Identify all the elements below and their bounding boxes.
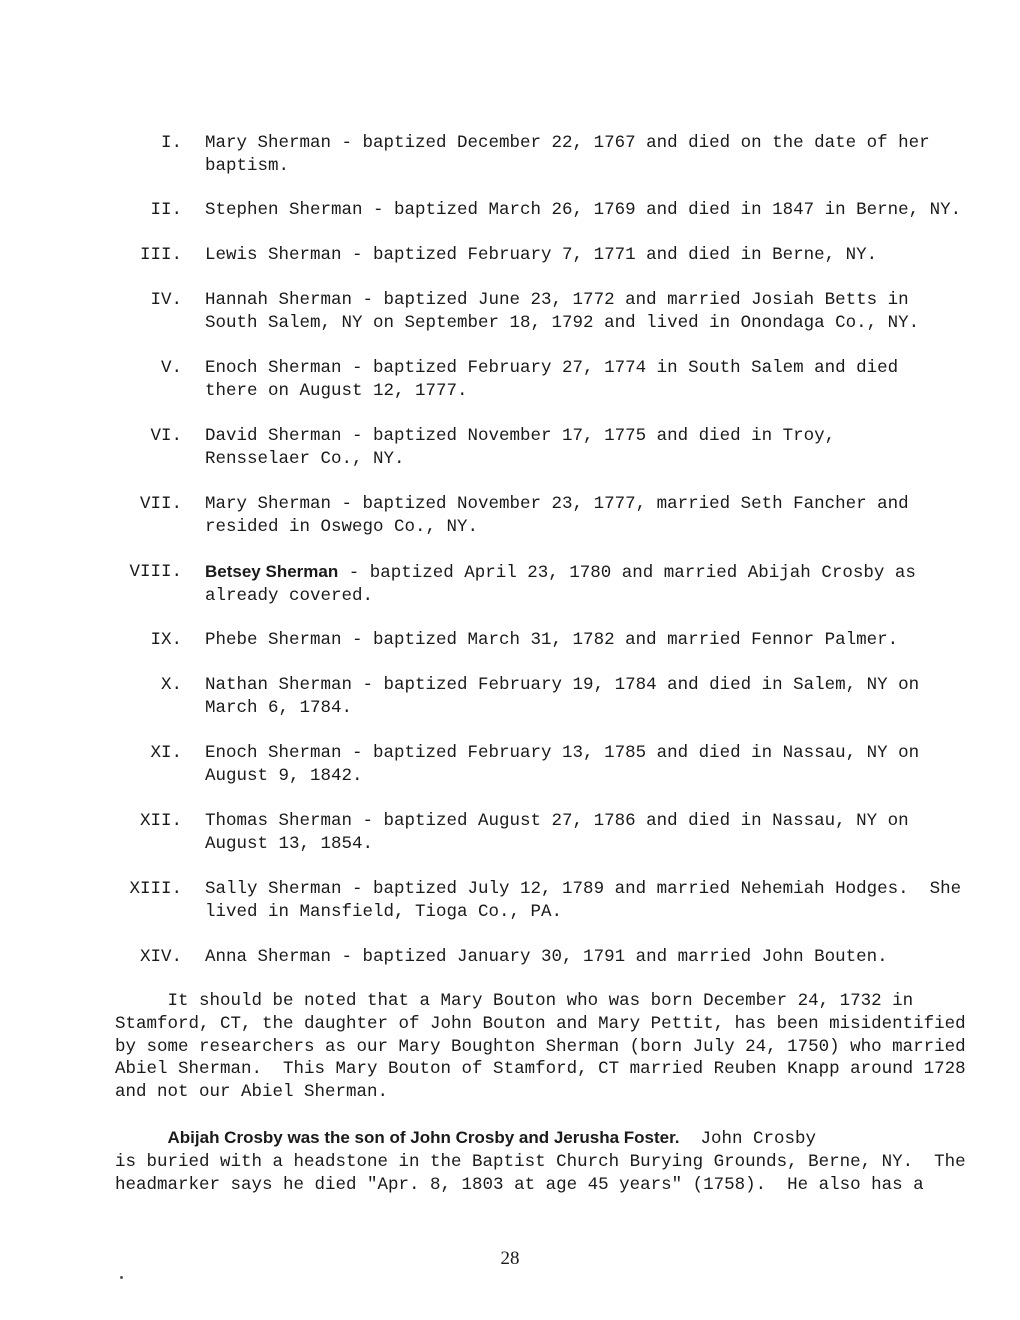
- entry-line: August 9, 1842.: [205, 765, 363, 786]
- roman-numeral: IV.: [150, 290, 182, 310]
- entry-line: Thomas Sherman - baptized August 27, 1786 and died in Nassau, NY on: [205, 811, 909, 831]
- entry-line: Mary Sherman - baptized December 22, 1767 and died on the date of her: [205, 133, 930, 153]
- entry-line: Rensselaer Co., NY.: [205, 448, 405, 469]
- paragraph-line: is buried with a headstone in the Baptist Church Burying Grounds, Berne, NY. The: [115, 1151, 966, 1172]
- paragraph-indent: [115, 1129, 168, 1149]
- entry-line: already covered.: [205, 585, 374, 606]
- entry-line: Anna Sherman - baptized January 30, 1791 and married John Bouten.: [205, 947, 888, 967]
- entry-text: [205, 132, 945, 177]
- roman-numeral: VI.: [150, 426, 182, 446]
- entry-line: lived in Mansfield, Tioga Co., PA.: [205, 901, 563, 922]
- paragraph-line: Stamford, CT, the daughter of John Bouton and Mary Pettit, has been misidentified: [115, 1013, 966, 1034]
- entry-line: Sally Sherman - baptized July 12, 1789 and married Nehemiah Hodges. She: [205, 879, 962, 899]
- entry-line: Phebe Sherman - baptized March 31, 1782 and married Fennor Palmer.: [205, 630, 899, 650]
- entry-line: Nathan Sherman - baptized February 19, 1784 and died in Salem, NY on: [205, 675, 920, 695]
- page-number: 28: [500, 1248, 520, 1269]
- entry-text: [205, 878, 962, 923]
- entry-text: [205, 199, 962, 222]
- entry-text: [205, 244, 945, 267]
- entry-line: there on August 12, 1777.: [205, 380, 468, 401]
- entry-line: Mary Sherman - baptized November 23, 1777, married Seth Fancher and: [205, 494, 909, 514]
- scan-speck: [120, 1276, 123, 1279]
- roman-numeral: XIII.: [129, 879, 182, 899]
- roman-numeral: XIV.: [139, 947, 182, 967]
- entry-line: resided in Oswego Co., NY.: [205, 516, 479, 537]
- paragraph-line: It should be noted that a Mary Bouton who was born December 24, 1732 in: [115, 991, 914, 1011]
- entry-text: [205, 674, 945, 719]
- paragraph-line: [115, 1127, 955, 1151]
- entry-line: Hannah Sherman - baptized June 23, 1772 and married Josiah Betts in: [205, 290, 909, 310]
- entry-text: [205, 561, 945, 607]
- paragraph-line: Abiel Sherman. This Mary Bouton of Stamford, CT married Reuben Knapp around 1728: [115, 1059, 966, 1080]
- entry-text: [205, 742, 945, 787]
- paragraph-line-rest: John Crosby: [679, 1129, 817, 1149]
- entry-line: South Salem, NY on September 18, 1792 and lived in Onondaga Co., NY.: [205, 312, 920, 333]
- entry-text: [205, 810, 945, 855]
- entry-line: Enoch Sherman - baptized February 27, 1774 in South Salem and died: [205, 358, 899, 378]
- roman-numeral: VIII.: [129, 562, 182, 582]
- roman-numeral: VII.: [139, 494, 182, 514]
- entry-line: March 6, 1784.: [205, 697, 353, 718]
- bold-lead-sentence: Abijah Crosby was the son of John Crosby and Jerusha Foster.: [167, 1128, 680, 1147]
- entry-text: [205, 946, 945, 969]
- entry-line: David Sherman - baptized November 17, 1775 and died in Troy,: [205, 426, 836, 446]
- paragraph-abijah-crosby: [115, 1127, 966, 1196]
- roman-numeral: XII.: [139, 811, 182, 831]
- entry-text: [205, 357, 945, 402]
- bold-name: Betsey Sherman: [205, 562, 339, 581]
- entry-line: August 13, 1854.: [205, 833, 374, 854]
- paragraph-line: headmarker says he died "Apr. 8, 1803 at age 45 years" (1758). He also has a: [115, 1174, 924, 1195]
- entry-line-rest: - baptized April 23, 1780 and married Abijah Crosby as: [338, 563, 916, 583]
- entry-line: Enoch Sherman - baptized February 13, 1785 and died in Nassau, NY on: [205, 743, 920, 763]
- roman-numeral: IX.: [150, 630, 182, 650]
- entry-text: [205, 425, 945, 470]
- roman-numeral: I.: [160, 133, 182, 153]
- entry-line: [205, 561, 945, 585]
- roman-numeral: V.: [160, 358, 182, 378]
- roman-numeral: X.: [160, 675, 182, 695]
- entry-line: Stephen Sherman - baptized March 26, 1769 and died in 1847 in Berne, NY.: [205, 200, 962, 220]
- roman-numeral: III.: [139, 245, 182, 265]
- entry-text: [205, 629, 945, 652]
- entry-line: baptism.: [205, 155, 290, 176]
- entry-text: [205, 493, 945, 538]
- roman-numeral: II.: [150, 200, 182, 220]
- entry-line: Lewis Sherman - baptized February 7, 1771 and died in Berne, NY.: [205, 245, 878, 265]
- paragraph-line: and not our Abiel Sherman.: [115, 1082, 389, 1103]
- paragraph-mary-bouton: [115, 990, 966, 1104]
- paragraph-line: by some researchers as our Mary Boughton Sherman (born July 24, 1750) who married: [115, 1036, 966, 1057]
- entry-text: [205, 289, 945, 334]
- roman-numeral: XI.: [150, 743, 182, 763]
